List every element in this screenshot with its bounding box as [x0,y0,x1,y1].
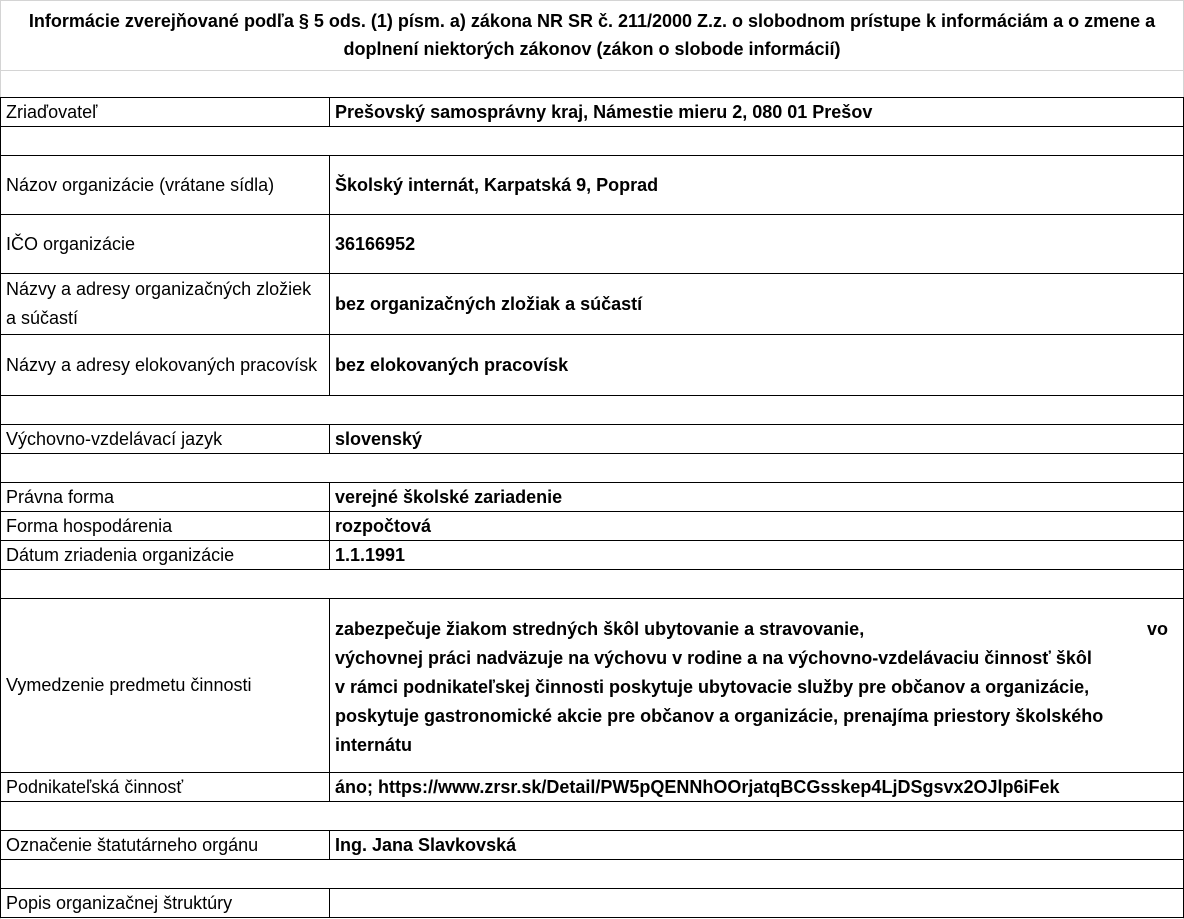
value-organizacna-struktura [330,889,1182,917]
label-forma-hospodarenia: Forma hospodárenia [6,515,173,536]
predmet-line-2: výchovnej práci nadväzuje na výchovu v rodine a na výchovno-vzdelávaciu činnosť škôl [335,648,1092,668]
label-organizacne-zlozky: Názvy a adresy organizačných zložiek a súčastí [6,279,312,328]
value-elokovane-pracoviska: bez elokovaných pracovísk [335,354,569,375]
value-organizacne-zlozky: bez organizačných zložiak a súčastí [335,293,643,314]
value-podnikatelska-cinnost: áno; https://www.zrsr.sk/Detail/PW5pQENNhOOrjatqBCGsskep4LjDSgsvx2OJlp6iFek [335,776,1060,797]
value-predmet-cinnosti [330,599,1182,772]
page-title: Informácie zverejňované podľa § 5 ods. (1) písm. a) zákona NR SR č. 211/2000 Z.z. o slobodnom prístupe k informáciám a o zmene a doplnení niektorých zákonov (zákon o slobode informácií) [28,11,1156,59]
value-statutarny-organ: Ing. Jana Slavkovská [335,834,517,855]
predmet-line-3: v rámci podnikateľskej činnosti poskytuje ubytovacie služby pre občanov a organizácie, [335,677,1090,697]
label-zriadovatel: Zriaďovateľ [6,101,98,122]
label-organizacna-struktura: Popis organizačnej štruktúry [6,892,233,913]
label-podnikatelska-cinnost: Podnikateľská činnosť [6,776,184,797]
value-pravna-forma: verejné školské zariadenie [335,486,563,507]
value-jazyk: slovenský [335,428,423,449]
label-elokovane-pracoviska: Názvy a adresy elokovaných pracovísk [6,354,318,375]
value-zriadovatel: Prešovský samosprávny kraj, Námestie mieru 2, 080 01 Prešov [335,101,873,122]
predmet-line-4: poskytuje gastronomické akcie pre občanov a organizácie, prenajíma priestory školského [335,706,1104,726]
predmet-line-5: internátu [335,735,413,755]
value-nazov-organizacie: Školský internát, Karpatská 9, Poprad [335,174,659,195]
label-datum-zriadenia: Dátum zriadenia organizácie [6,544,235,565]
value-ico: 36166952 [335,233,416,254]
value-datum-zriadenia: 1.1.1991 [335,544,406,565]
label-ico: IČO organizácie [6,233,136,254]
predmet-line-1 [335,615,1177,644]
value-forma-hospodarenia: rozpočtová [335,515,432,536]
label-pravna-forma: Právna forma [6,486,115,507]
label-jazyk: Výchovno-vzdelávací jazyk [6,428,223,449]
label-nazov-organizacie: Názov organizácie (vrátane sídla) [6,174,275,195]
predmet-line-1-end: vo [1147,619,1169,639]
label-predmet-cinnosti: Vymedzenie predmetu činnosti [6,675,252,695]
label-statutarny-organ: Označenie štatutárneho orgánu [6,834,259,855]
predmet-line-1-text: zabezpečuje žiakom stredných škôl ubytovanie a stravovanie, [335,619,865,639]
